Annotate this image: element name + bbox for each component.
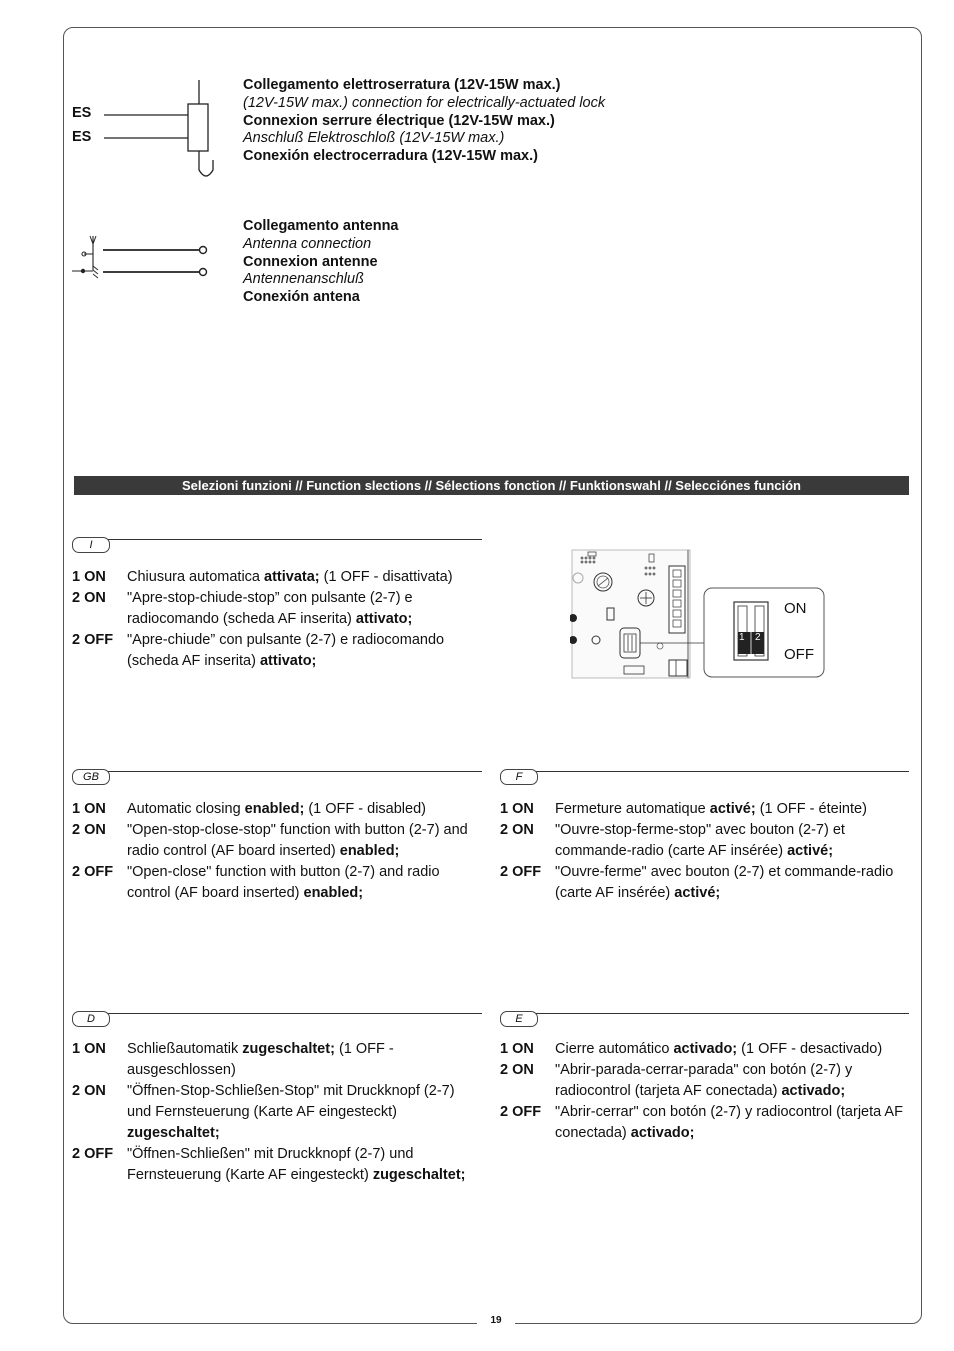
setting-row bbox=[72, 1039, 482, 1081]
description-part: zugeschaltet; bbox=[242, 1041, 335, 1057]
description-part: (1 OFF - disabled) bbox=[304, 801, 426, 817]
setting-key: 2 ON bbox=[500, 1062, 534, 1078]
setting-description bbox=[127, 799, 482, 820]
antenna-connection-text bbox=[243, 218, 399, 307]
setting-description bbox=[555, 1060, 909, 1102]
description-part: "Öffnen-Stop-Schließen-Stop" mit Druckknopf (2-7) und Fernsteuerung (Karte AF eingesteckt) bbox=[127, 1083, 455, 1120]
setting-description bbox=[127, 1081, 482, 1144]
description-part: "Abrir-parada-cerrar-parada" con botón (2-7) y radiocontrol (tarjeta AF conectada) bbox=[555, 1062, 853, 1099]
lock-line: Anschluß Elektroschloß (12V-15W max.) bbox=[243, 130, 505, 147]
description-part: Chiusura automatica bbox=[127, 569, 265, 585]
section-french bbox=[500, 799, 909, 904]
antenna-wiring-diagram bbox=[70, 230, 215, 285]
setting-row bbox=[72, 1081, 482, 1144]
setting-description bbox=[555, 862, 909, 904]
setting-description bbox=[555, 1102, 909, 1144]
description-part: "Abrir-cerrar" con botón (2-7) y radiocontrol (tarjeta AF conectada) bbox=[555, 1104, 903, 1141]
setting-description bbox=[127, 820, 482, 862]
setting-row bbox=[72, 630, 482, 672]
description-part: "Ouvre-ferme" avec bouton (2-7) et commande-radio (carte AF insérée) bbox=[555, 864, 894, 901]
setting-description bbox=[555, 1039, 909, 1060]
description-part: attivato; bbox=[355, 611, 413, 627]
section-spanish bbox=[500, 1039, 909, 1144]
lang-tag-gb: GB bbox=[72, 769, 110, 785]
description-part: zugeschaltet; bbox=[372, 1167, 466, 1183]
setting-description bbox=[127, 862, 482, 904]
description-part: attivata; bbox=[264, 569, 320, 585]
description-part: activado; bbox=[630, 1125, 695, 1141]
description-part: zugeschaltet; bbox=[127, 1125, 220, 1141]
setting-row bbox=[500, 799, 909, 820]
setting-key: 2 OFF bbox=[72, 1146, 114, 1162]
setting-row bbox=[72, 799, 482, 820]
description-part: activé; bbox=[709, 801, 756, 817]
setting-description bbox=[127, 1039, 482, 1081]
setting-description bbox=[555, 799, 909, 820]
antenna-line: Antennenanschluß bbox=[243, 271, 364, 288]
description-part: "Öffnen-Schließen" mit Druckknopf (2-7) und Fernsteuerung (Karte AF eingesteckt) bbox=[127, 1146, 414, 1183]
setting-key: 2 ON bbox=[500, 822, 534, 838]
setting-key: 1 ON bbox=[72, 801, 106, 817]
setting-row bbox=[500, 1039, 909, 1060]
page-number: 19 bbox=[490, 1315, 502, 1326]
description-part: "Apre-chiude” con pulsante (2-7) e radiocomando (scheda AF inserita) bbox=[127, 632, 445, 669]
description-part: activado; bbox=[673, 1041, 738, 1057]
lock-wiring-diagram bbox=[100, 78, 230, 188]
dip-on-label: ON bbox=[784, 600, 807, 617]
setting-key: 1 ON bbox=[72, 569, 106, 585]
description-part: "Ouvre-stop-ferme-stop" avec bouton (2-7) et commande-radio (carte AF insérée) bbox=[555, 822, 845, 859]
setting-key: 2 OFF bbox=[72, 864, 114, 880]
description-part: "Apre-stop-chiude-stop” con pulsante (2-7) e radiocomando (scheda AF inserita) bbox=[127, 590, 413, 627]
lang-tag-f: F bbox=[500, 769, 538, 785]
lang-tag-i: I bbox=[72, 537, 110, 553]
setting-description bbox=[127, 1144, 482, 1186]
description-part: enabled; bbox=[303, 885, 364, 901]
description-part: Fermeture automatique bbox=[555, 801, 710, 817]
description-part: "Open-stop-close-stop" function with button (2-7) and radio control (AF board inserted) bbox=[127, 822, 468, 859]
description-part: enabled; bbox=[244, 801, 305, 817]
antenna-line: Antenna connection bbox=[243, 235, 372, 252]
description-part: Automatic closing bbox=[127, 801, 245, 817]
setting-description bbox=[127, 630, 482, 672]
setting-row bbox=[500, 862, 909, 904]
setting-description bbox=[127, 588, 482, 630]
dip-switch-2-label: 2 bbox=[755, 632, 761, 643]
description-part: enabled; bbox=[339, 843, 400, 859]
setting-key: 2 OFF bbox=[500, 1104, 542, 1120]
lock-line: Connexion serrure électrique (12V-15W max.) bbox=[243, 112, 555, 129]
setting-key: 1 ON bbox=[72, 1041, 106, 1057]
lock-line: Conexión electrocerradura (12V-15W max.) bbox=[243, 148, 538, 165]
section-german bbox=[72, 1039, 482, 1186]
setting-description bbox=[555, 820, 909, 862]
setting-row bbox=[72, 567, 482, 588]
setting-key: 2 ON bbox=[72, 590, 106, 606]
setting-row bbox=[500, 1060, 909, 1102]
function-selection-banner: Selezioni funzioni // Function slections // Sélections fonction // Funktionswahl // Selecciónes función bbox=[74, 476, 909, 495]
setting-row bbox=[72, 588, 482, 630]
lock-terminal-label: ES bbox=[72, 129, 92, 145]
lock-line: (12V-15W max.) connection for electrically-actuated lock bbox=[243, 94, 606, 111]
antenna-line: Collegamento antenna bbox=[243, 218, 399, 234]
setting-row bbox=[72, 1144, 482, 1186]
description-part: (1 OFF - disattivata) bbox=[319, 569, 453, 585]
setting-key: 2 ON bbox=[72, 1083, 106, 1099]
lock-terminal-label: ES bbox=[72, 105, 92, 121]
antenna-line: Connexion antenne bbox=[243, 253, 378, 270]
setting-row bbox=[500, 1102, 909, 1144]
description-part: activé; bbox=[787, 843, 834, 859]
description-part: (1 OFF - éteinte) bbox=[755, 801, 867, 817]
section-italian bbox=[72, 567, 482, 672]
setting-key: 2 OFF bbox=[72, 632, 114, 648]
description-part: Schließautomatik bbox=[127, 1041, 243, 1057]
setting-key: 1 ON bbox=[500, 801, 534, 817]
description-part: Cierre automático bbox=[555, 1041, 674, 1057]
lang-tag-e: E bbox=[500, 1011, 538, 1027]
description-part: attivato; bbox=[259, 653, 317, 669]
dip-switch-1-label: 1 bbox=[739, 632, 745, 643]
setting-key: 1 ON bbox=[500, 1041, 534, 1057]
setting-key: 2 OFF bbox=[500, 864, 542, 880]
setting-key: 2 ON bbox=[72, 822, 106, 838]
description-part: (1 OFF - desactivado) bbox=[737, 1041, 883, 1057]
setting-description bbox=[127, 567, 482, 588]
lock-line: Collegamento elettroserratura (12V-15W max.) bbox=[243, 77, 561, 93]
dip-off-label: OFF bbox=[784, 646, 814, 663]
lang-tag-d: D bbox=[72, 1011, 110, 1027]
description-part: activado; bbox=[781, 1083, 846, 1099]
description-part: "Open-close" function with button (2-7) and radio control (AF board inserted) bbox=[127, 864, 440, 901]
lock-connection-text bbox=[243, 77, 605, 166]
antenna-line: Conexión antena bbox=[243, 289, 360, 306]
description-part: (1 OFF - ausgeschlossen) bbox=[127, 1041, 394, 1078]
setting-row bbox=[500, 820, 909, 862]
setting-row bbox=[72, 862, 482, 904]
description-part: activé; bbox=[674, 885, 721, 901]
section-english bbox=[72, 799, 482, 904]
setting-row bbox=[72, 820, 482, 862]
